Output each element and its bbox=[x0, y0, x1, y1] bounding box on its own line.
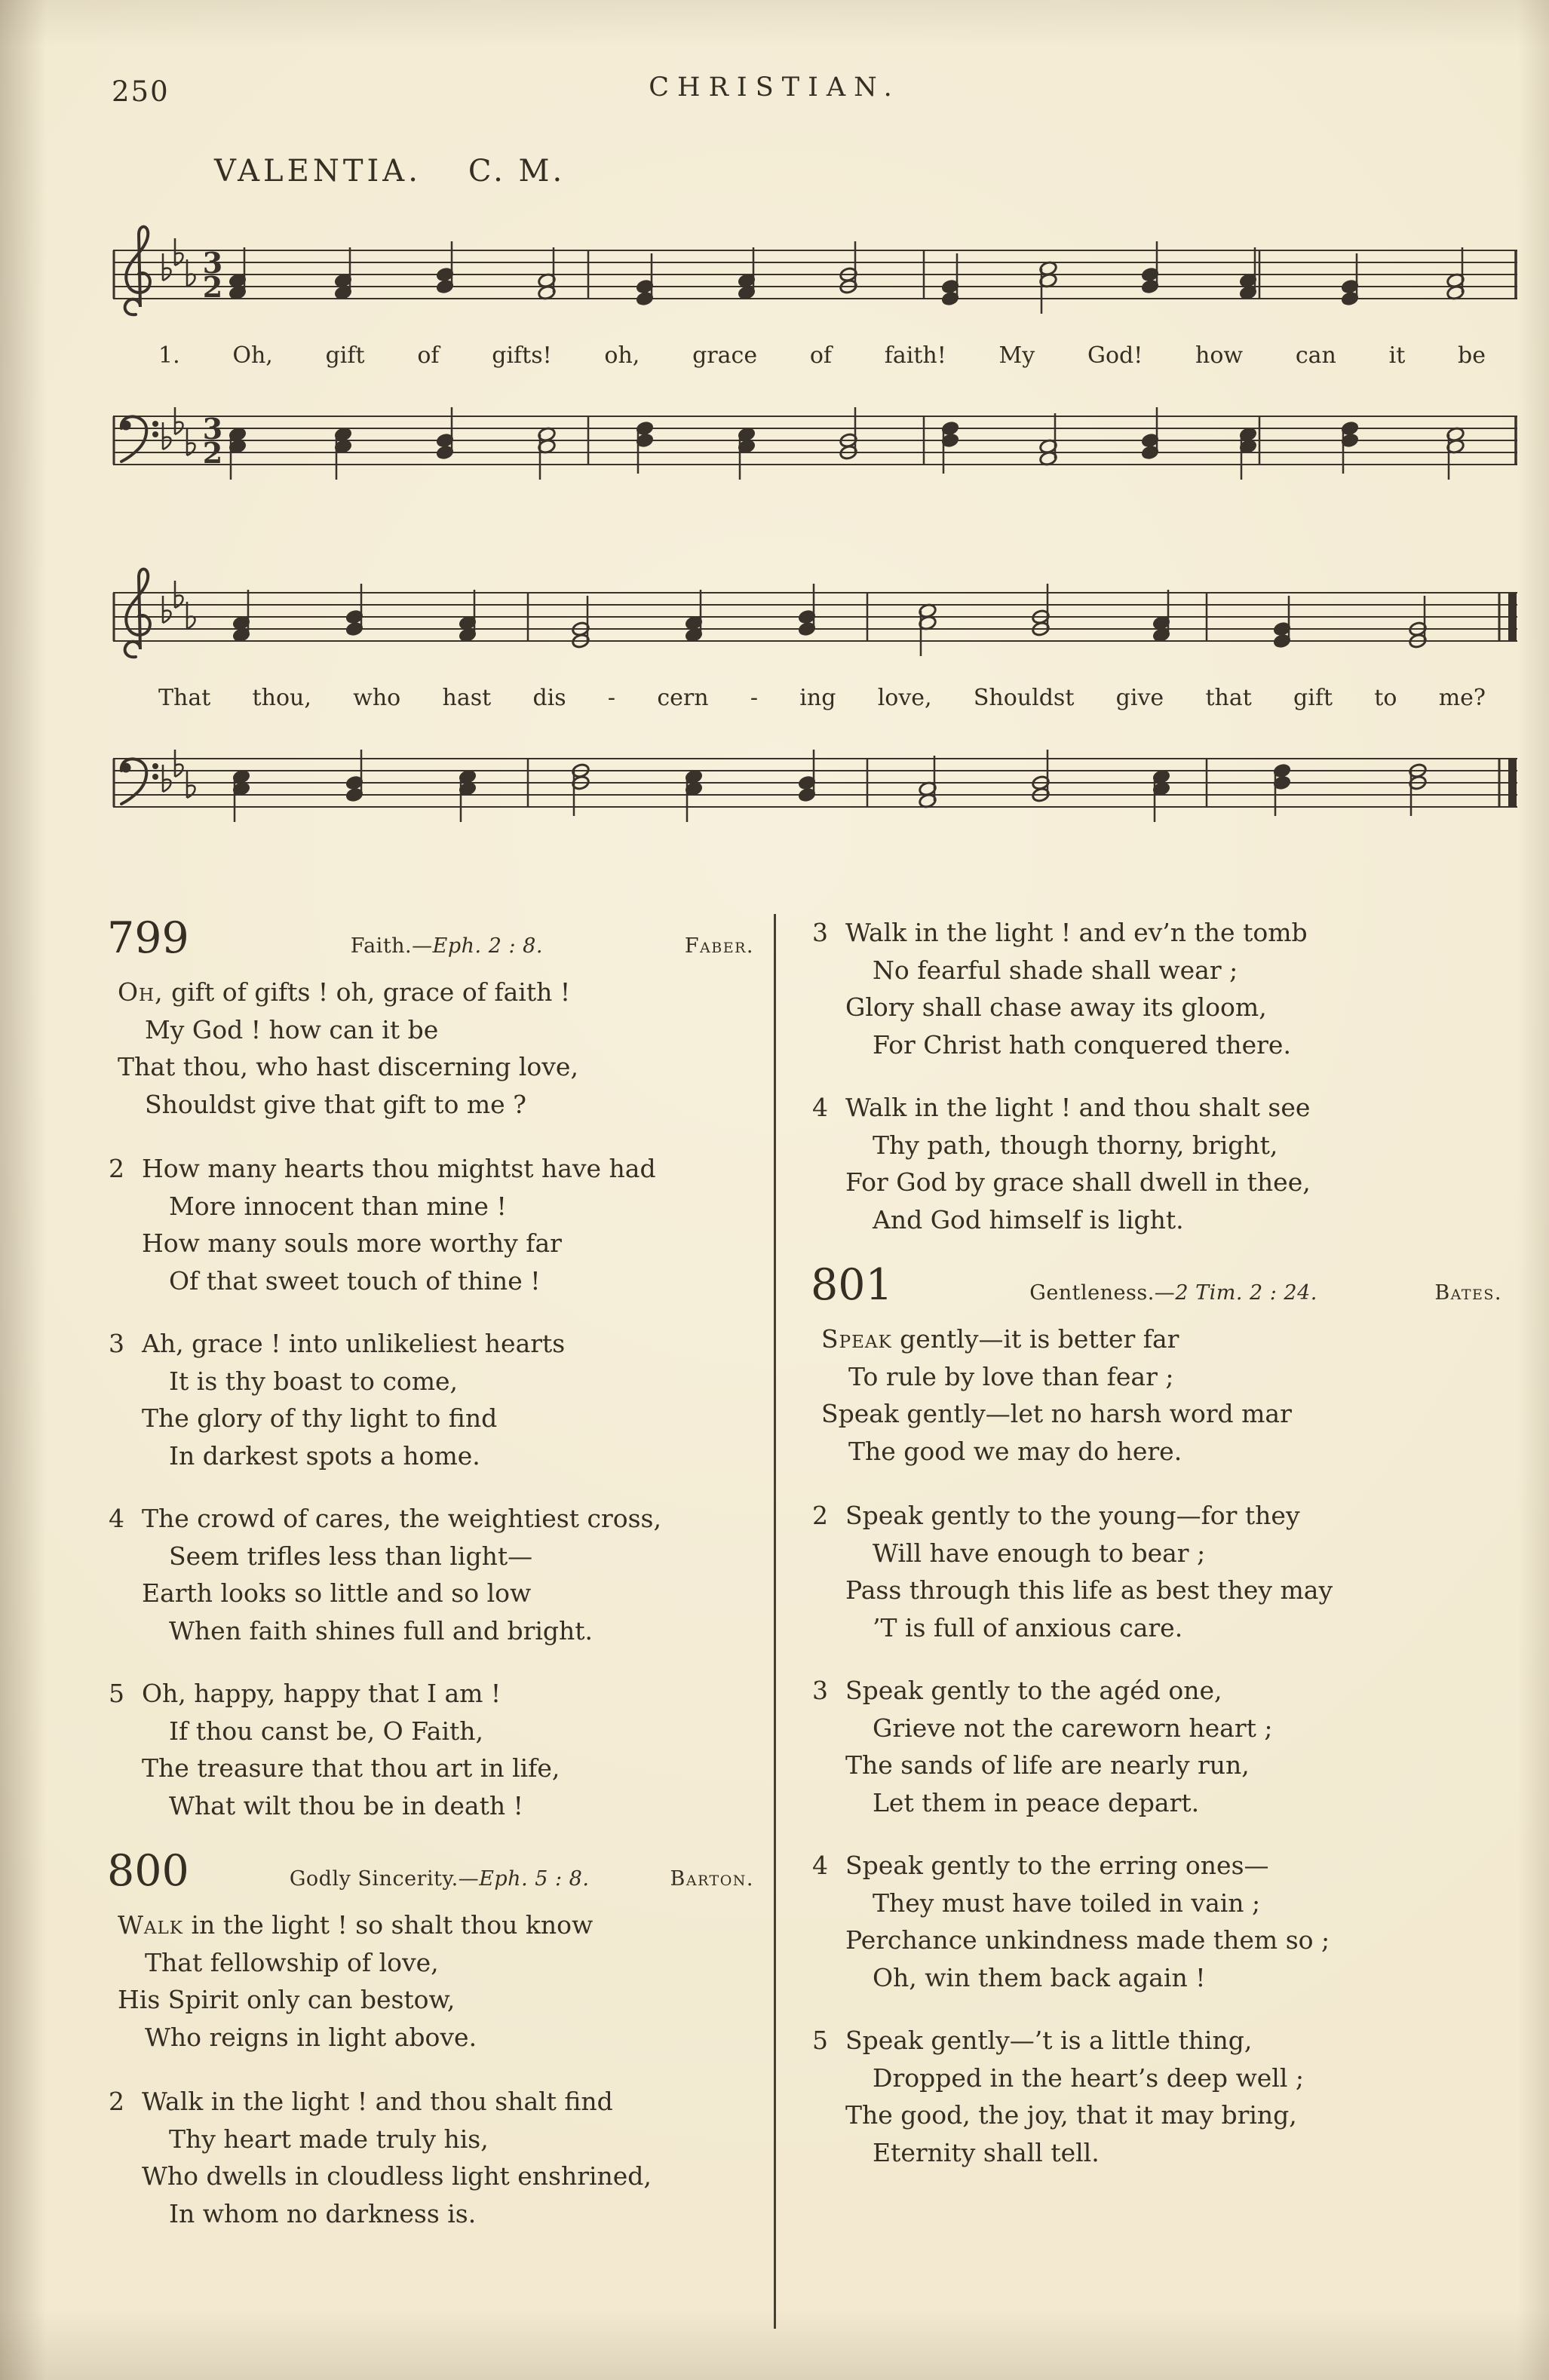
note-chord bbox=[798, 584, 817, 636]
verse-line: For Christ hath conquered there. bbox=[873, 1029, 1291, 1060]
stanza bbox=[811, 2022, 1502, 2171]
note-chord bbox=[1273, 763, 1292, 816]
verse-line: ’T is full of anxious care. bbox=[873, 1612, 1183, 1642]
verse-line: Walk in the light ! and thou shalt find bbox=[142, 2087, 613, 2116]
stanza bbox=[811, 1847, 1502, 1996]
note-chord bbox=[798, 750, 817, 802]
verse-line: Oh, happy, happy that I am ! bbox=[142, 1679, 502, 1708]
verse-line: How many souls more worthy far bbox=[142, 1228, 562, 1258]
note-chord bbox=[436, 407, 455, 460]
verse-line: Eternity shall tell. bbox=[873, 2137, 1100, 2167]
bass-staff bbox=[106, 380, 1523, 501]
music-system bbox=[106, 214, 1523, 501]
verse-line: More innocent than mine ! bbox=[169, 1191, 507, 1221]
small-caps-lead: Oh, bbox=[118, 977, 164, 1007]
small-caps-lead: Speak bbox=[821, 1324, 892, 1354]
hymn-topic: Faith.—Eph. 2 : 8. bbox=[350, 934, 543, 958]
hymn-author: Barton. bbox=[670, 1867, 754, 1891]
stanza-number: 3 bbox=[812, 1676, 828, 1705]
bass-clef-icon bbox=[121, 759, 159, 804]
stanza-number: 4 bbox=[812, 1093, 828, 1122]
treble-staff bbox=[106, 214, 1523, 335]
verse-line: Speak gently to the agéd one, bbox=[845, 1676, 1222, 1705]
stanza-number: 3 bbox=[812, 918, 828, 947]
verse-line: Will have enough to bear ; bbox=[873, 1538, 1206, 1568]
note-chord bbox=[1341, 421, 1360, 474]
hymn-heading bbox=[107, 913, 754, 963]
stanza bbox=[107, 1325, 754, 1474]
hymn-scripture-ref: 2 Tim. 2 : 24. bbox=[1175, 1281, 1317, 1305]
flat-sign-icon bbox=[163, 253, 171, 281]
stanza bbox=[811, 1497, 1502, 1646]
stanza-number: 5 bbox=[109, 1679, 124, 1708]
verse-line: Walk in the light ! so shalt thou know bbox=[118, 1910, 594, 1940]
flat-sign-icon bbox=[175, 581, 183, 608]
tune-title-line bbox=[214, 154, 565, 189]
stanza-number: 3 bbox=[109, 1329, 124, 1358]
verse-line: The good, the joy, that it may bring, bbox=[845, 2100, 1297, 2130]
verse-line: To rule by love than fear ; bbox=[848, 1361, 1174, 1391]
flat-sign-icon bbox=[175, 407, 183, 434]
verse-line: Speak gently—’t is a little thing, bbox=[845, 2026, 1253, 2055]
note-chord bbox=[1273, 596, 1292, 649]
treble-clef-icon bbox=[125, 569, 150, 658]
verse-line: Seem trifles less than light— bbox=[169, 1541, 533, 1571]
hymn-heading bbox=[811, 1260, 1502, 1310]
treble-staff bbox=[106, 557, 1523, 677]
verse-line: Thy heart made truly his, bbox=[169, 2124, 489, 2154]
stanza bbox=[811, 1320, 1502, 1470]
verse-line: Thy path, though thorny, bright, bbox=[873, 1130, 1278, 1160]
verse-line: It is thy boast to come, bbox=[169, 1366, 459, 1396]
time-signature-top: 3 bbox=[202, 412, 223, 446]
running-head: CHRISTIAN. bbox=[649, 72, 900, 103]
flat-sign-icon bbox=[187, 259, 195, 287]
flat-sign-icon bbox=[163, 422, 171, 449]
verse-line: Oh, gift of gifts ! oh, grace of faith ! bbox=[118, 977, 571, 1007]
hymn-topic: Godly Sincerity.—Eph. 5 : 8. bbox=[289, 1867, 590, 1891]
verse-line: Walk in the light ! and thou shalt see bbox=[845, 1093, 1311, 1122]
verse-line: That thou, who hast discerning love, bbox=[118, 1052, 578, 1081]
bass-clef-icon bbox=[121, 416, 159, 462]
verse-line: Of that sweet touch of thine ! bbox=[169, 1265, 541, 1296]
flat-sign-icon bbox=[175, 750, 183, 777]
verse-line: The glory of thy light to find bbox=[142, 1403, 498, 1433]
verse-line: How many hearts thou mightst have had bbox=[142, 1154, 656, 1183]
verse-line: The sands of life are nearly run, bbox=[845, 1750, 1250, 1780]
note-chord bbox=[636, 253, 655, 306]
score-lyric-line: 1. Oh, gift of gifts! oh, grace of faith! My God! how can it be bbox=[158, 342, 1486, 369]
note-chord bbox=[345, 750, 364, 802]
hymn-author: Faber. bbox=[684, 934, 754, 958]
verse-line: Let them in peace depart. bbox=[873, 1787, 1200, 1817]
flat-sign-icon bbox=[163, 596, 171, 623]
verse-line: Speak gently—let no harsh word mar bbox=[821, 1399, 1292, 1428]
small-caps-lead: Walk bbox=[118, 1910, 183, 1940]
verse-line: Speak gently to the erring ones— bbox=[845, 1851, 1269, 1880]
verse-line: In darkest spots a home. bbox=[169, 1440, 480, 1471]
verse-line: Ah, grace ! into unlikeliest hearts bbox=[142, 1329, 566, 1358]
stanza-number: 2 bbox=[109, 1154, 124, 1183]
flat-sign-icon bbox=[175, 238, 183, 265]
stanza-number: 4 bbox=[812, 1851, 828, 1880]
flat-sign-icon bbox=[187, 428, 195, 455]
verse-line: That fellowship of love, bbox=[145, 1947, 439, 1977]
music-score bbox=[106, 214, 1523, 899]
verse-line: Dropped in the heart’s deep well ; bbox=[873, 2063, 1305, 2093]
treble-clef-icon bbox=[125, 227, 150, 315]
music-system bbox=[106, 557, 1523, 843]
verse-line: What wilt thou be in death ! bbox=[169, 1790, 523, 1820]
verse-line: And God himself is light. bbox=[873, 1204, 1184, 1234]
note-chord bbox=[1141, 407, 1160, 460]
verse-line: When faith shines full and bright. bbox=[169, 1615, 594, 1645]
stanza bbox=[107, 2083, 754, 2232]
hymn-column-right bbox=[774, 914, 1502, 2329]
tune-title: VALENTIA. bbox=[214, 154, 422, 189]
verse-line: Who reigns in light above. bbox=[145, 2022, 477, 2052]
verse-line: Who dwells in cloudless light enshrined, bbox=[142, 2161, 652, 2191]
verse-line: If thou canst be, O Faith, bbox=[169, 1716, 484, 1746]
tune-meter: C. M. bbox=[468, 154, 566, 189]
hymn-scripture-ref: Eph. 5 : 8. bbox=[479, 1867, 590, 1891]
verse-line: Walk in the light ! and ev’n the tomb bbox=[845, 918, 1308, 947]
masthead bbox=[0, 72, 1549, 118]
flat-sign-icon bbox=[163, 765, 171, 792]
note-chord bbox=[636, 421, 655, 474]
verse-line: Speak gently to the young—for they bbox=[845, 1501, 1300, 1530]
note-chord bbox=[941, 253, 960, 306]
stanza bbox=[811, 914, 1502, 1063]
stanza bbox=[107, 1150, 754, 1299]
verse-line: Glory shall chase away its gloom, bbox=[845, 992, 1267, 1022]
stanza bbox=[107, 1675, 754, 1824]
verse-line: For God by grace shall dwell in thee, bbox=[845, 1167, 1311, 1197]
verse-line: His Spirit only can bestow, bbox=[118, 1985, 455, 2014]
stanza bbox=[107, 1500, 754, 1649]
stanza-number: 2 bbox=[109, 2087, 124, 2116]
hymn-number: 800 bbox=[107, 1846, 189, 1896]
hymn-topic: Gentleness.—2 Tim. 2 : 24. bbox=[1029, 1281, 1317, 1305]
stanza bbox=[811, 1089, 1502, 1238]
hymn-author: Bates. bbox=[1434, 1281, 1502, 1305]
page-number: 250 bbox=[112, 75, 170, 108]
stanza bbox=[107, 974, 754, 1123]
verse-line: The good we may do here. bbox=[848, 1436, 1182, 1466]
verse-line: The treasure that thou art in life, bbox=[142, 1753, 560, 1783]
verse-line: Shouldst give that gift to me ? bbox=[145, 1089, 526, 1119]
hymn-number: 799 bbox=[107, 913, 189, 963]
verse-line: No fearful shade shall wear ; bbox=[873, 955, 1238, 985]
time-signature-bottom: 2 bbox=[202, 270, 223, 304]
verse-line: Oh, win them back again ! bbox=[873, 1962, 1206, 1992]
verse-line: In whom no darkness is. bbox=[169, 2198, 477, 2228]
verse-line: Pass through this life as best they may bbox=[845, 1575, 1333, 1605]
verse-line: Perchance unkindness made them so ; bbox=[845, 1925, 1330, 1955]
stanza bbox=[107, 1906, 754, 2056]
bass-staff bbox=[106, 722, 1523, 843]
verse-line: Speak gently—it is better far bbox=[821, 1324, 1179, 1354]
hymn-column-left bbox=[107, 914, 774, 2329]
stanza bbox=[811, 1672, 1502, 1821]
verse-line: The crowd of cares, the weightiest cross, bbox=[142, 1504, 661, 1533]
flat-sign-icon bbox=[187, 602, 195, 629]
stanza-number: 2 bbox=[812, 1501, 828, 1530]
note-chord bbox=[941, 421, 960, 474]
verse-line: My God ! how can it be bbox=[145, 1014, 439, 1044]
verse-line: Earth looks so little and so low bbox=[142, 1578, 532, 1608]
stanza-number: 4 bbox=[109, 1504, 124, 1533]
verse-line: Grieve not the careworn heart ; bbox=[873, 1713, 1273, 1743]
flat-sign-icon bbox=[187, 771, 195, 798]
note-chord bbox=[436, 241, 455, 294]
hymn-number: 801 bbox=[811, 1260, 893, 1310]
time-signature-top: 3 bbox=[202, 246, 223, 280]
note-chord bbox=[1341, 253, 1360, 306]
note-chord bbox=[1141, 241, 1160, 294]
stanza-number: 5 bbox=[812, 2026, 828, 2055]
score-lyric-line: That thou, who hast dis - cern - ing love, Shouldst give that gift to me? bbox=[158, 685, 1486, 711]
hymn-scripture-ref: Eph. 2 : 8. bbox=[432, 934, 543, 958]
hymn-heading bbox=[107, 1846, 754, 1896]
verse-line: They must have toiled in vain ; bbox=[873, 1888, 1261, 1918]
time-signature-bottom: 2 bbox=[202, 436, 223, 470]
note-chord bbox=[345, 584, 364, 636]
hymn-text-columns bbox=[107, 914, 1502, 2329]
